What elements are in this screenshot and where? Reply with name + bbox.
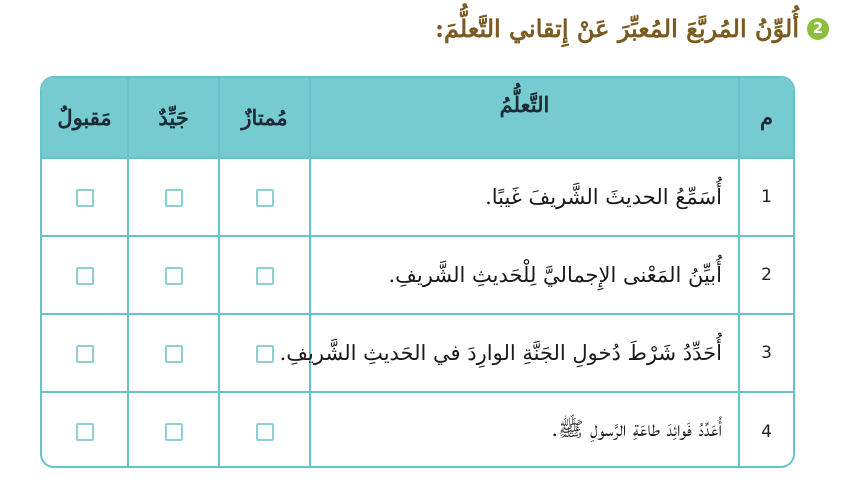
rating-cell-acceptable [42, 158, 128, 236]
table-row [42, 236, 793, 314]
rating-cell-excellent [219, 236, 310, 314]
table-row [42, 392, 793, 468]
learning-statement: أُعَدِّدُ فَوائِدَ طاعَةِ الرَّسولِ ﷺ. [310, 392, 739, 468]
row-index: 4 [739, 392, 793, 468]
column-header-acceptable: مَقبولٌ [42, 78, 128, 158]
good-checkbox-icon[interactable] [165, 267, 183, 285]
rating-cell-acceptable [42, 236, 128, 314]
rating-cell-good [128, 158, 219, 236]
acceptable-checkbox-icon[interactable] [76, 345, 94, 363]
table-header-row [42, 78, 793, 158]
self-assessment-table-frame [40, 76, 795, 468]
good-checkbox-icon[interactable] [165, 345, 183, 363]
exercise-instruction: أُلوِّنُ المُربَّعَ المُعبِّرَ عَنْ إِتقاني التَّعلُّمَ: [435, 14, 799, 43]
acceptable-checkbox-icon[interactable] [76, 423, 94, 441]
column-header-good: جَيِّدٌ [128, 78, 219, 158]
good-checkbox-icon[interactable] [165, 423, 183, 441]
self-assessment-table [42, 78, 793, 468]
column-header-learning: التَّعلُّمُ [310, 78, 739, 158]
rating-cell-good [128, 392, 219, 468]
rating-cell-good [128, 314, 219, 392]
learning-statement: أُبيِّنُ المَعْنى الإِجماليَّ لِلْحَديثِ الشَّريفِ. [310, 236, 739, 314]
rating-cell-excellent [219, 392, 310, 468]
excellent-checkbox-icon[interactable] [256, 189, 274, 207]
column-header-index: م [739, 78, 793, 158]
row-index: 1 [739, 158, 793, 236]
rating-cell-good [128, 236, 219, 314]
table-row [42, 158, 793, 236]
rating-cell-acceptable [42, 314, 128, 392]
exercise-number-badge-icon: 2 [807, 18, 829, 40]
excellent-checkbox-icon[interactable] [256, 267, 274, 285]
learning-statement: أُسَمِّعُ الحديثَ الشَّريفَ غَيبًا. [310, 158, 739, 236]
acceptable-checkbox-icon[interactable] [76, 267, 94, 285]
rating-cell-excellent [219, 158, 310, 236]
table-row [42, 314, 793, 392]
row-index: 3 [739, 314, 793, 392]
good-checkbox-icon[interactable] [165, 189, 183, 207]
row-index: 2 [739, 236, 793, 314]
excellent-checkbox-icon[interactable] [256, 345, 274, 363]
rating-cell-acceptable [42, 392, 128, 468]
learning-statement: أُحَدِّدُ شَرْطَ دُخولِ الجَنَّةِ الوارِدَ في الحَديثِ الشَّريفِ. [310, 314, 739, 392]
column-header-excellent: مُمتازٌ [219, 78, 310, 158]
excellent-checkbox-icon[interactable] [256, 423, 274, 441]
acceptable-checkbox-icon[interactable] [76, 189, 94, 207]
exercise-heading [435, 14, 829, 43]
